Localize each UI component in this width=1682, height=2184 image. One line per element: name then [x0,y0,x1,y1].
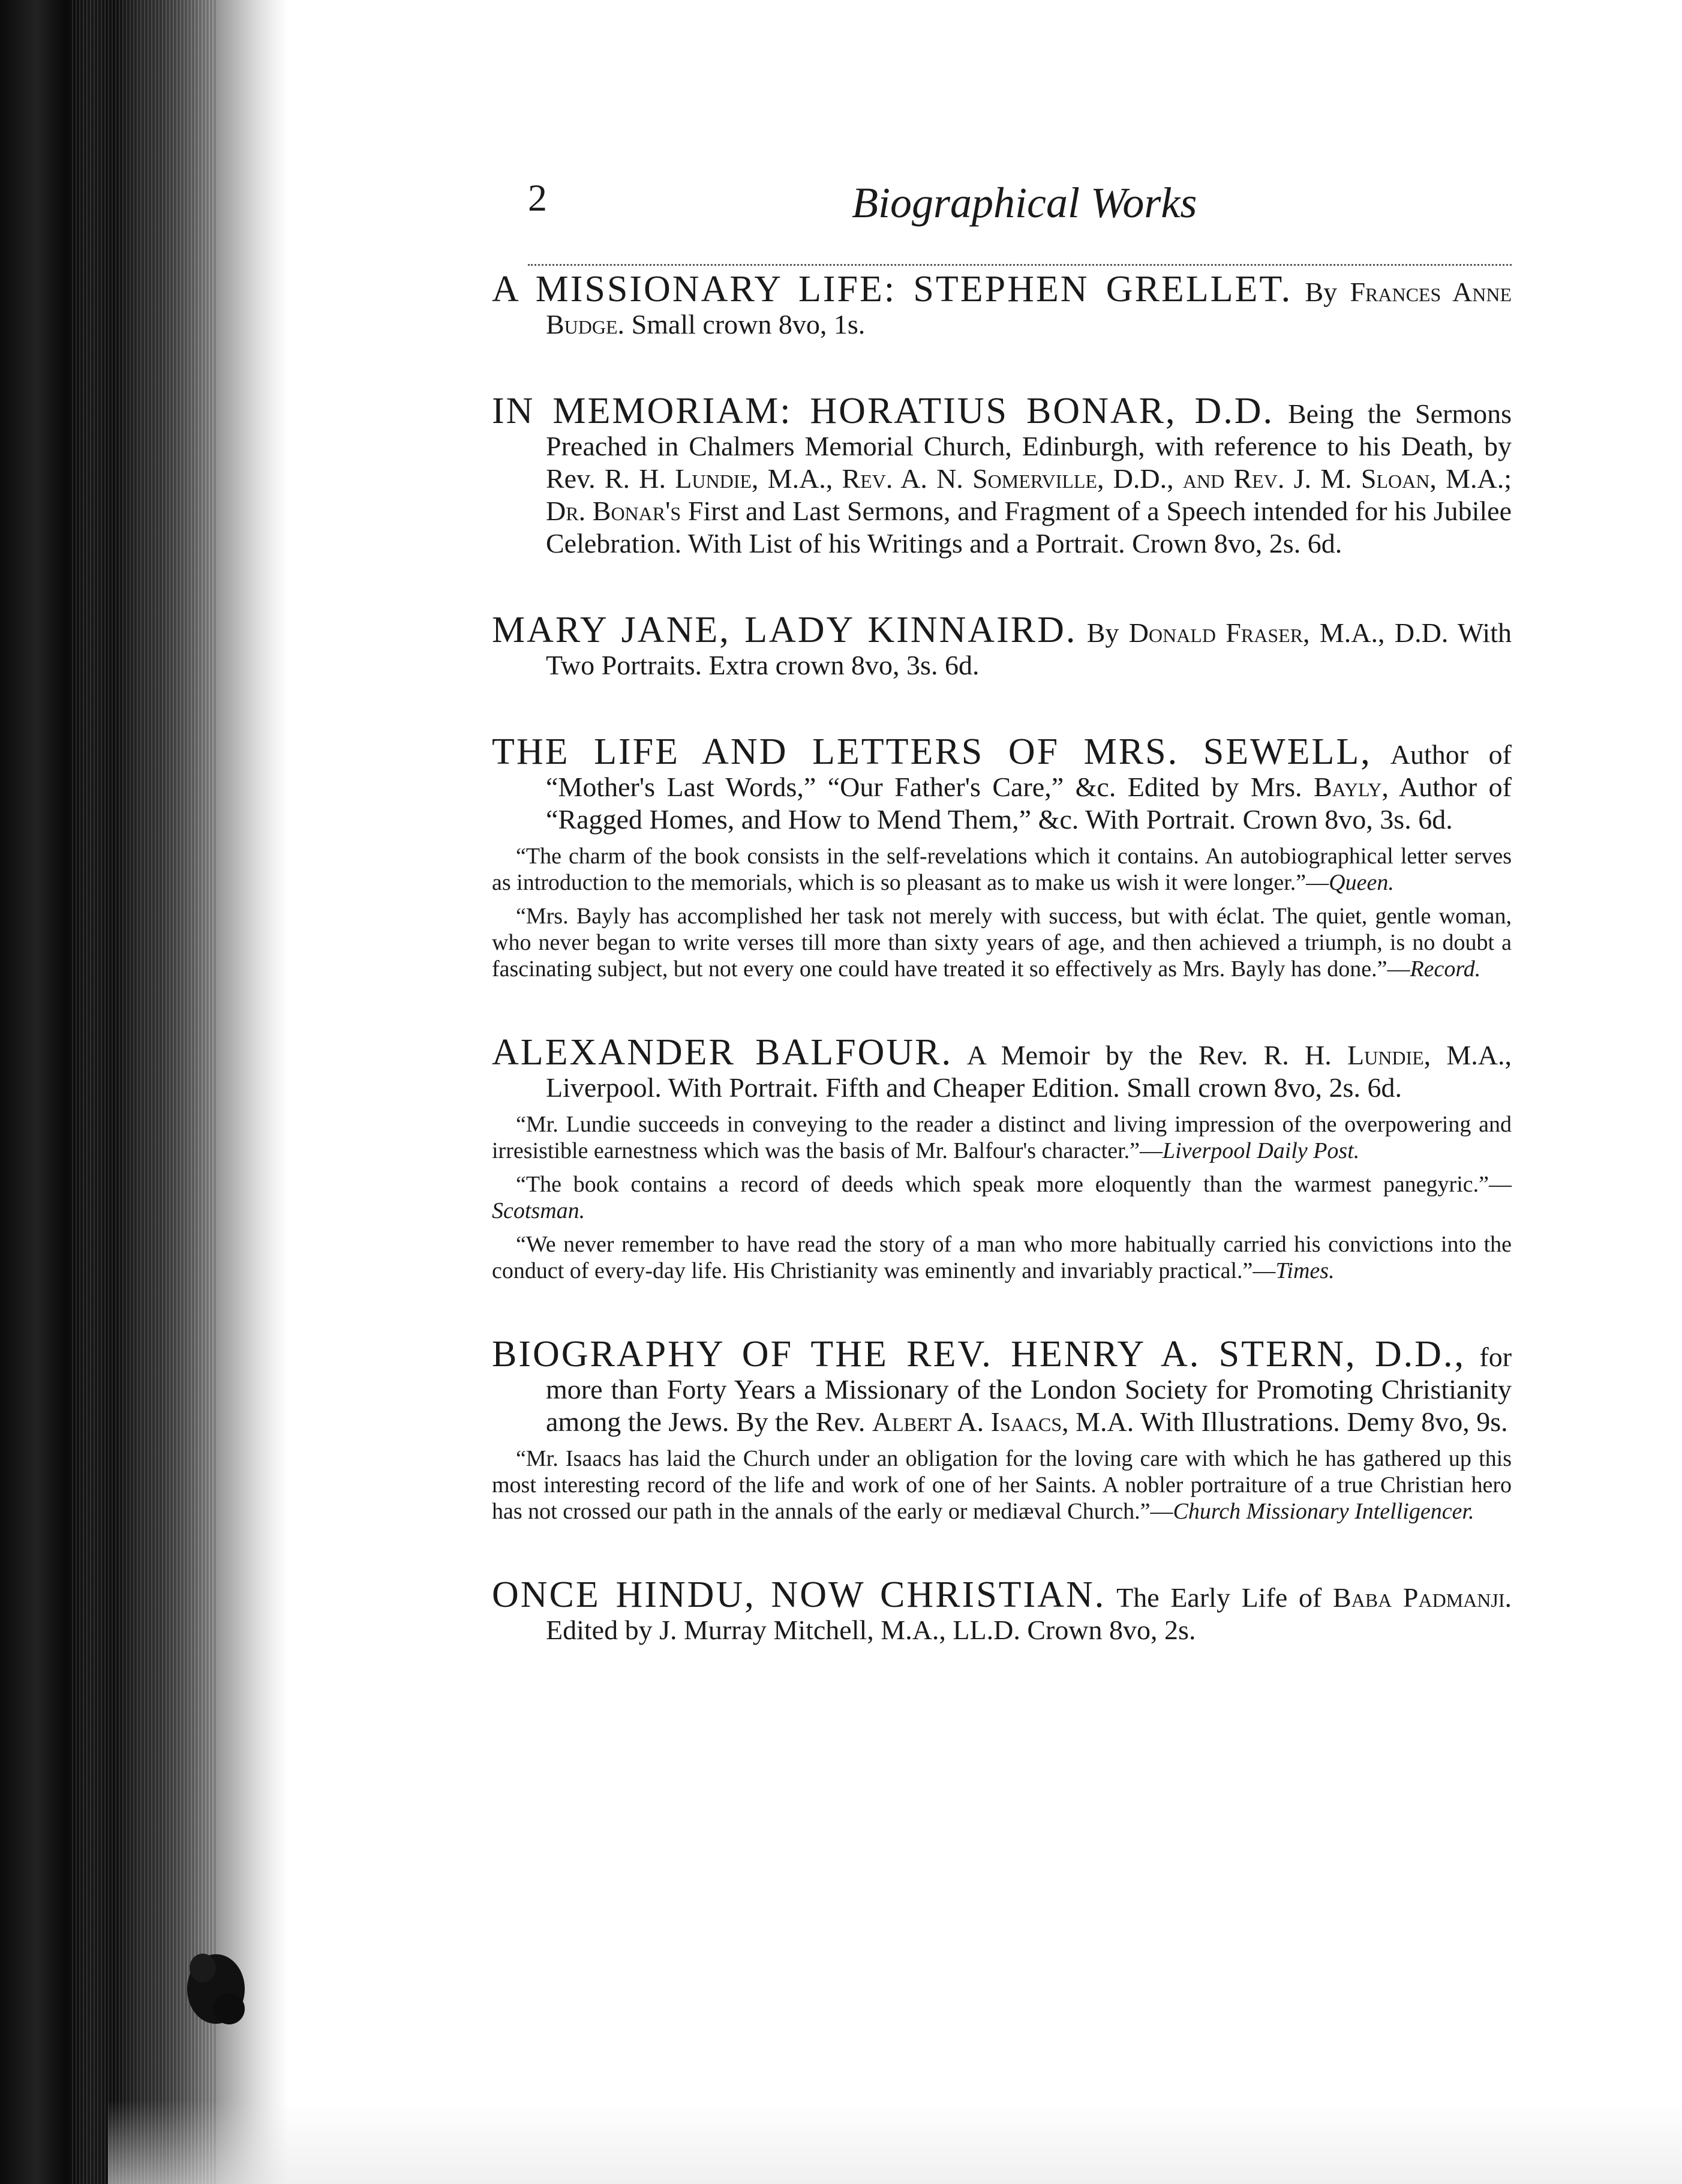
entry-author: Frances Anne Budge. [546,277,1512,340]
entry-author: Lundie, M.A., Rev. A. N. Somerville, D.D., and Rev. J. M. Sloan, M.A.; Dr. Bonar's [546,463,1512,526]
entry-details: Author of “Ragged Homes, and How to Mend Them,” &c. With Portrait. Crown 8vo, 3s. 6d. [546,772,1512,835]
review-source: Queen. [1329,870,1394,895]
ink-blot-mark [180,1950,252,2028]
review-source: Scotsman. [492,1198,585,1223]
catalogue-entry [492,1574,1512,1646]
review-source: Church Missionary Intelligencer. [1173,1499,1474,1524]
review-text: “Mrs. Bayly has accomplished her task not merely with success, but with éclat. The quiet, gentle woman, who never began to write verses till more than sixty years of age, and then achieved a triumph, is no doubt a fascinating subject, but not every one could have treated it so effectively as Mrs. Bayly has done.”— [492,904,1512,982]
running-title: Biographical Works [852,179,1197,227]
press-review [492,1231,1512,1284]
review-text: “Mr. Isaacs has laid the Church under an obligation for the loving care with which he has gathered up this most interesting record of the life and work of one of her Saints. A nobler portraiture of a true Christian hero has not crossed our path in the annals of the early or mediæval Church.”— [492,1446,1512,1524]
entry-title: ONCE HINDU, NOW CHRISTIAN. [492,1574,1106,1615]
review-text: “The charm of the book consists in the self-revelations which it contains. An autobiographical letter serves as introduction to the memorials, which is so pleasant as to make us wish it were longer.”— [492,844,1512,895]
entry-title: ALEXANDER BALFOUR. [492,1032,953,1073]
entry-author: Bayly, [1313,772,1389,802]
entry-author: Albert A. Isaacs, [872,1406,1069,1437]
press-review [492,1445,1512,1525]
catalogue-entries [492,269,1512,1700]
entry-details: Edited by J. Murray Mitchell, M.A., LL.D. Crown 8vo, 2s. [546,1615,1196,1645]
entry-text [492,610,1512,682]
review-text: “The book contains a record of deeds which speak more eloquently than the warmest panegyric.”— [516,1172,1512,1197]
review-source: Record. [1410,956,1481,982]
entry-description: Author of “Mother's Last Words,” “Our Father's Care,” &c. Edited by Mrs. [546,739,1512,802]
review-source: Liverpool Daily Post. [1163,1138,1360,1163]
entry-text [492,1334,1512,1438]
entry-title: A MISSIONARY LIFE: STEPHEN GRELLET. [492,269,1293,310]
catalogue-entry [492,1334,1512,1525]
entry-text [492,1032,1512,1104]
page-header [528,174,1512,246]
entry-description: Being the Sermons Preached in Chalmers Memorial Church, Edinburgh, with reference to his Death, by Rev. R. H. [546,398,1512,494]
catalogue-entry [492,391,1512,560]
entry-author: Donald Fraser, [1128,617,1310,648]
catalogue-entry [492,731,1512,982]
entry-author: Baba Padmanji. [1332,1582,1512,1613]
press-review [492,1171,1512,1224]
entry-description: By [1305,277,1338,307]
press-review [492,843,1512,896]
catalogue-entry [492,1032,1512,1284]
entry-details: M.A., D.D. With Two Portraits. Extra crown 8vo, 3s. 6d. [546,617,1512,680]
entry-title: MARY JANE, LADY KINNAIRD. [492,610,1077,650]
entry-description: The Early Life of [1116,1582,1322,1613]
entry-title: BIOGRAPHY OF THE REV. HENRY A. STERN, D.D., [492,1334,1465,1375]
entry-description: A Memoir by the Rev. R. H. [966,1040,1332,1070]
entry-details: First and Last Sermons, and Fragment of a Speech intended for his Jubilee Celebration. With List of his Writings and a Portrait. Crown 8vo, 2s. 6d. [546,496,1512,559]
press-review [492,903,1512,982]
page-number: 2 [528,176,547,219]
entry-title: THE LIFE AND LETTERS OF MRS. SEWELL, [492,731,1372,772]
entry-details: M.A., Liverpool. With Portrait. Fifth and Cheaper Edition. Small crown 8vo, 2s. 6d. [546,1040,1512,1103]
review-source: Times. [1275,1258,1335,1283]
entry-title: IN MEMORIAM: HORATIUS BONAR, D.D. [492,391,1275,431]
entry-text [492,731,1512,836]
entry-text [492,269,1512,341]
entry-details: M.A. With Illustrations. Demy 8vo, 9s. [1076,1406,1508,1437]
entry-author: Lundie, [1347,1040,1431,1070]
entry-text [492,391,1512,560]
page-bottom-shadow [108,2100,1682,2184]
review-text: “We never remember to have read the story of a man who more habitually carried his convictions into the conduct of every-day life. His Christianity was eminently and invariably practical.”— [492,1232,1512,1283]
entry-description: for more than Forty Years a Missionary of the London Society for Promoting Christianity among the Jews. By the Rev. [546,1342,1512,1437]
catalogue-entry [492,269,1512,341]
press-review [492,1111,1512,1164]
review-text: “Mr. Lundie succeeds in conveying to the reader a distinct and living impression of the overpowering and irresistible earnestness which was the basis of Mr. Balfour's character.”— [492,1112,1512,1163]
catalogue-entry [492,610,1512,682]
entry-description: By [1086,617,1119,648]
header-rule [528,264,1512,266]
entry-details: Small crown 8vo, 1s. [631,309,866,340]
entry-text [492,1574,1512,1646]
page-stack-lines [72,0,216,2184]
